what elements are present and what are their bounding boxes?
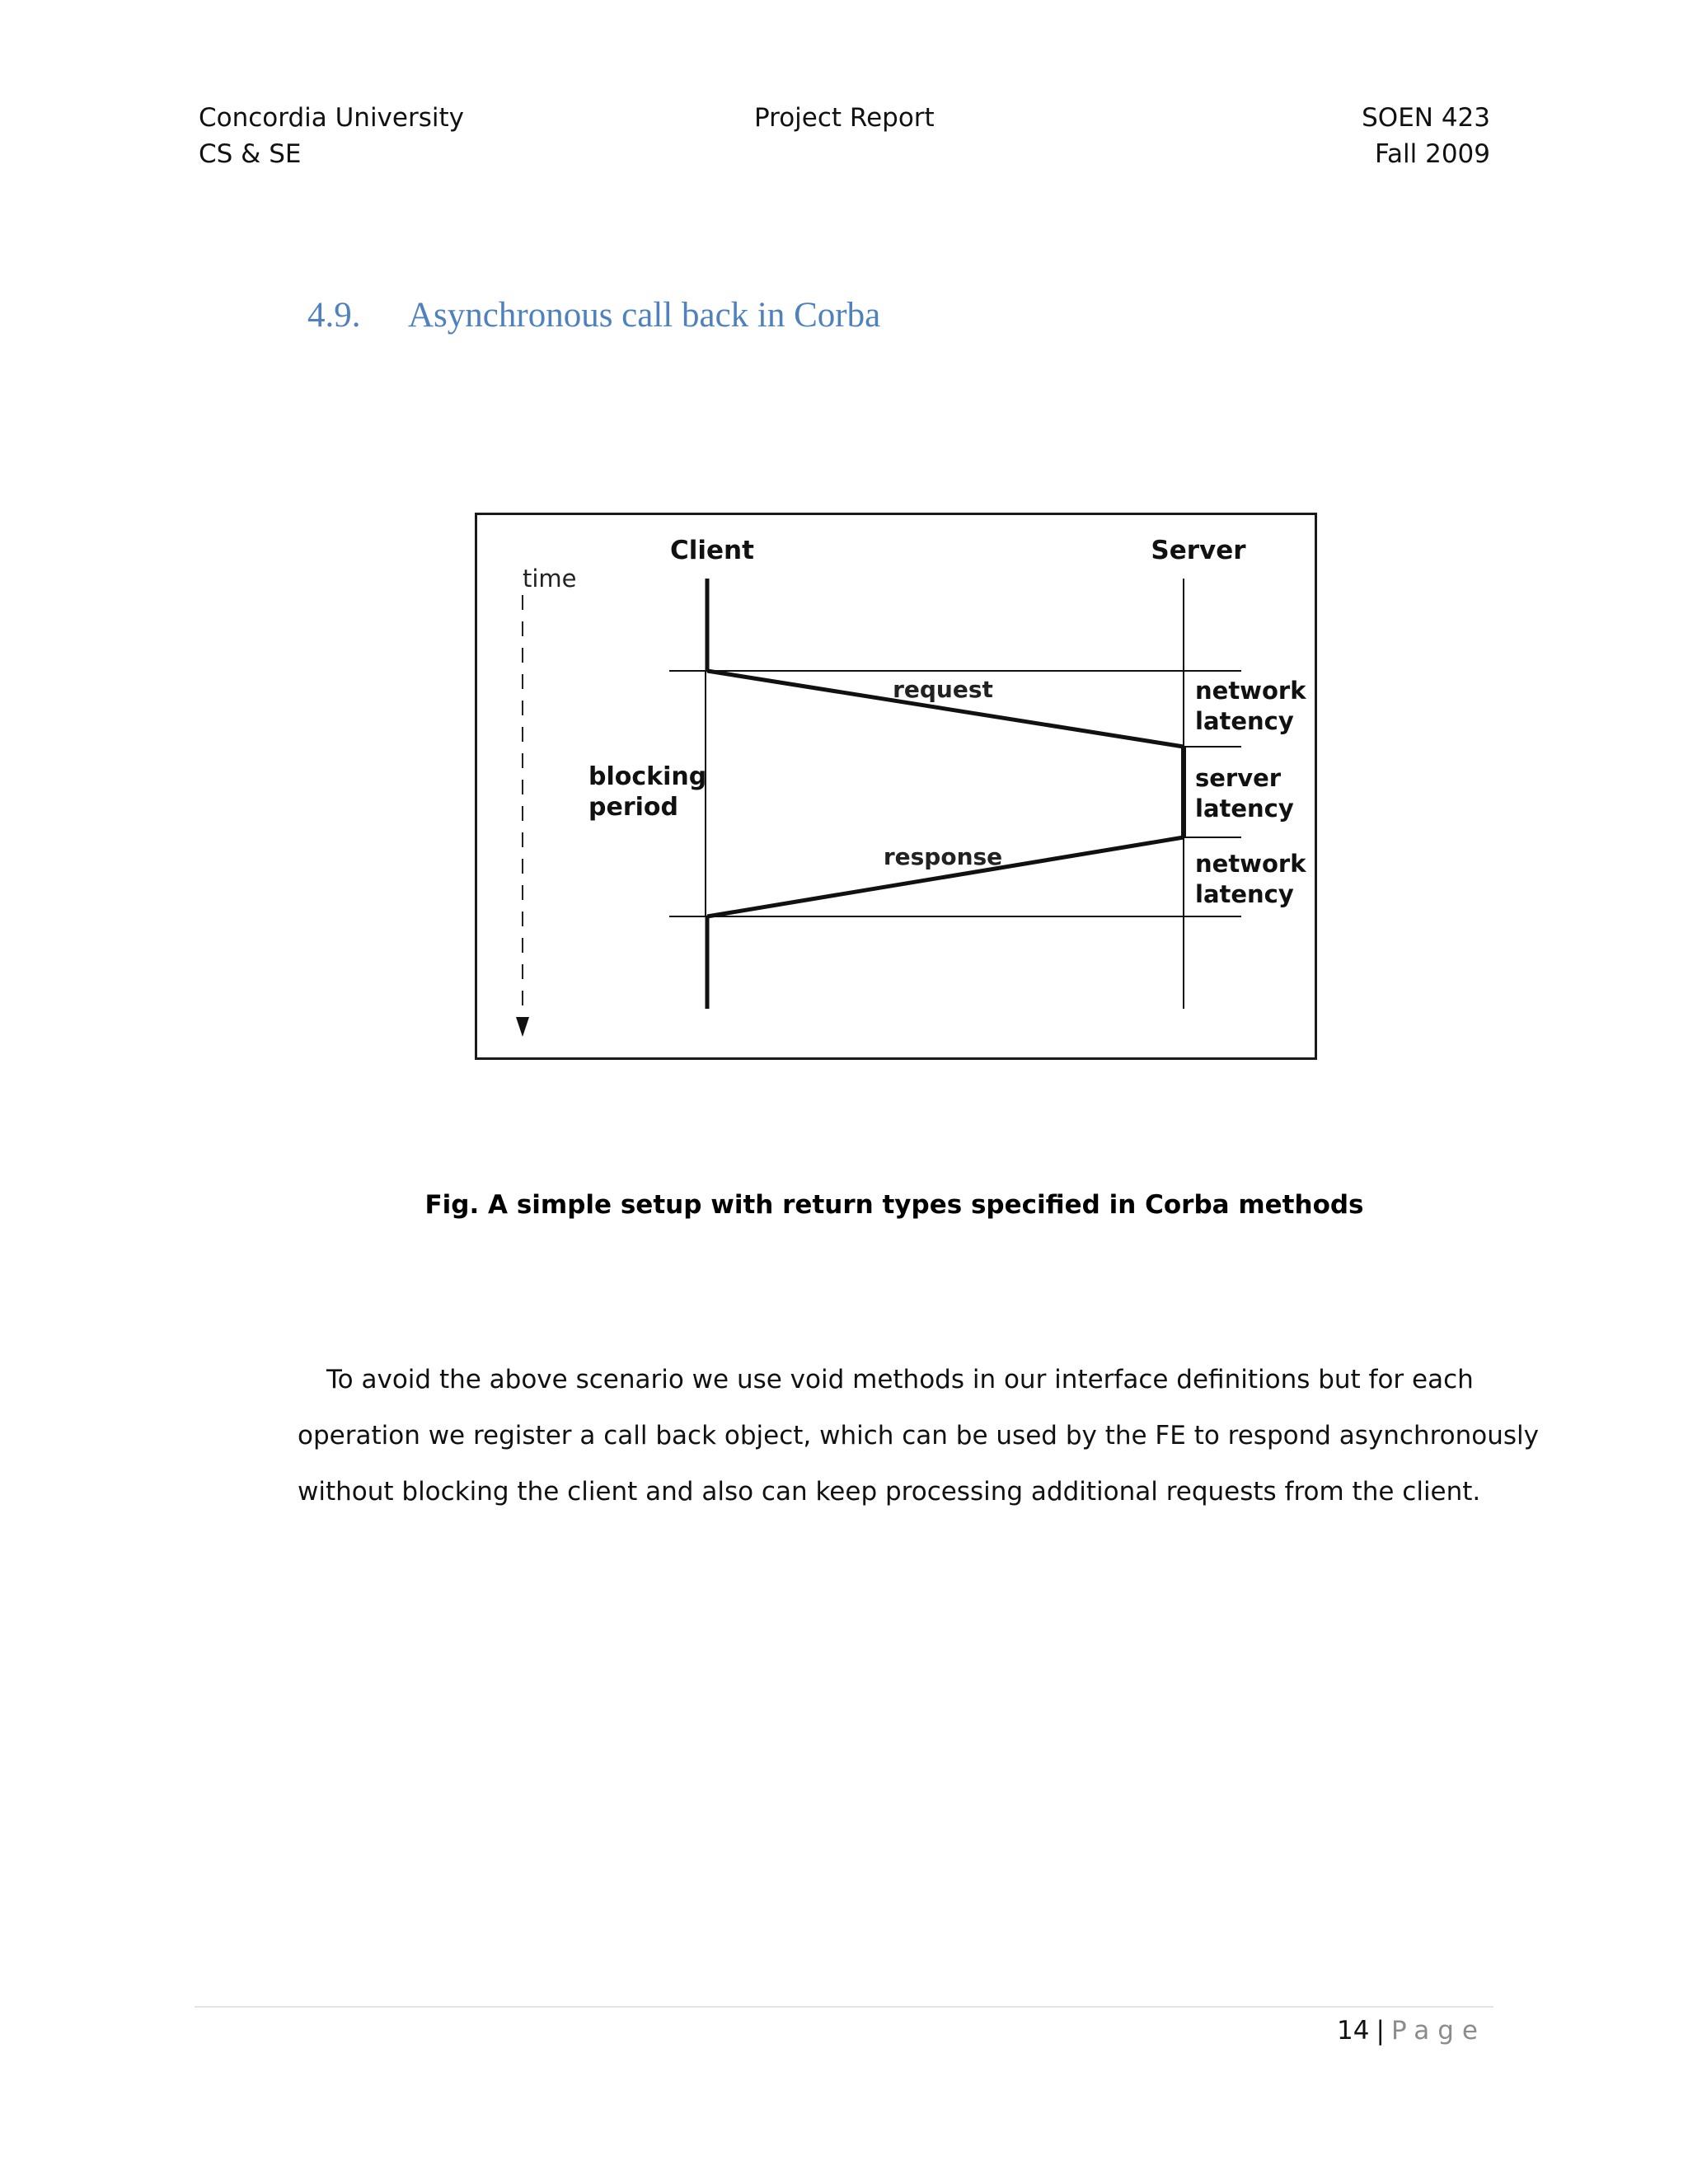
body-line-2: operation we register a call back object, which can be used by the FE to respond asynchronously xyxy=(298,1421,1540,1451)
server-label: Server xyxy=(1151,536,1246,565)
body-line-1: To avoid the above scenario we use void methods in our interface definitions but for each xyxy=(326,1365,1474,1394)
network-latency-top-line2: latency xyxy=(1195,707,1294,735)
network-latency-bottom-line1: network xyxy=(1195,850,1306,878)
figure-caption: Fig. A simple setup with return types specified in Corba methods xyxy=(424,1190,1364,1220)
request-label: request xyxy=(893,676,993,703)
term: Fall 2009 xyxy=(1375,139,1490,169)
report-title: Project Report xyxy=(754,103,935,133)
time-label: time xyxy=(523,565,577,593)
network-latency-bottom-line2: latency xyxy=(1195,880,1294,908)
university-name: Concordia University xyxy=(199,103,464,133)
server-latency-line2: latency xyxy=(1195,794,1294,823)
page-footer xyxy=(1337,2009,1486,2052)
page-word: Page xyxy=(1390,2016,1486,2046)
response-label: response xyxy=(883,843,1003,870)
footer-separator: | xyxy=(1376,2016,1385,2046)
page-number: 14 xyxy=(1337,2016,1370,2046)
server-latency-line1: server xyxy=(1195,764,1282,792)
client-label: Client xyxy=(670,536,754,565)
header-left xyxy=(199,100,464,172)
course-code: SOEN 423 xyxy=(1362,103,1490,133)
sequence-diagram xyxy=(475,513,1317,1060)
network-latency-top-line1: network xyxy=(1195,677,1306,705)
section-heading xyxy=(307,295,880,335)
body-line-3: without blocking the client and also can keep processing additional requests from the client. xyxy=(298,1477,1481,1507)
header-right xyxy=(1362,100,1490,172)
section-number: 4.9. xyxy=(307,296,361,335)
section-title: Asynchronous call back in Corba xyxy=(408,296,881,335)
blocking-label-line2: period xyxy=(588,793,678,822)
header-center xyxy=(754,100,935,136)
sequence-diagram-figure xyxy=(475,513,1317,1060)
blocking-label-line1: blocking xyxy=(588,762,707,791)
footer-rule xyxy=(195,2006,1493,2008)
department-name: CS & SE xyxy=(199,139,302,169)
body-paragraph xyxy=(298,1352,1540,1520)
